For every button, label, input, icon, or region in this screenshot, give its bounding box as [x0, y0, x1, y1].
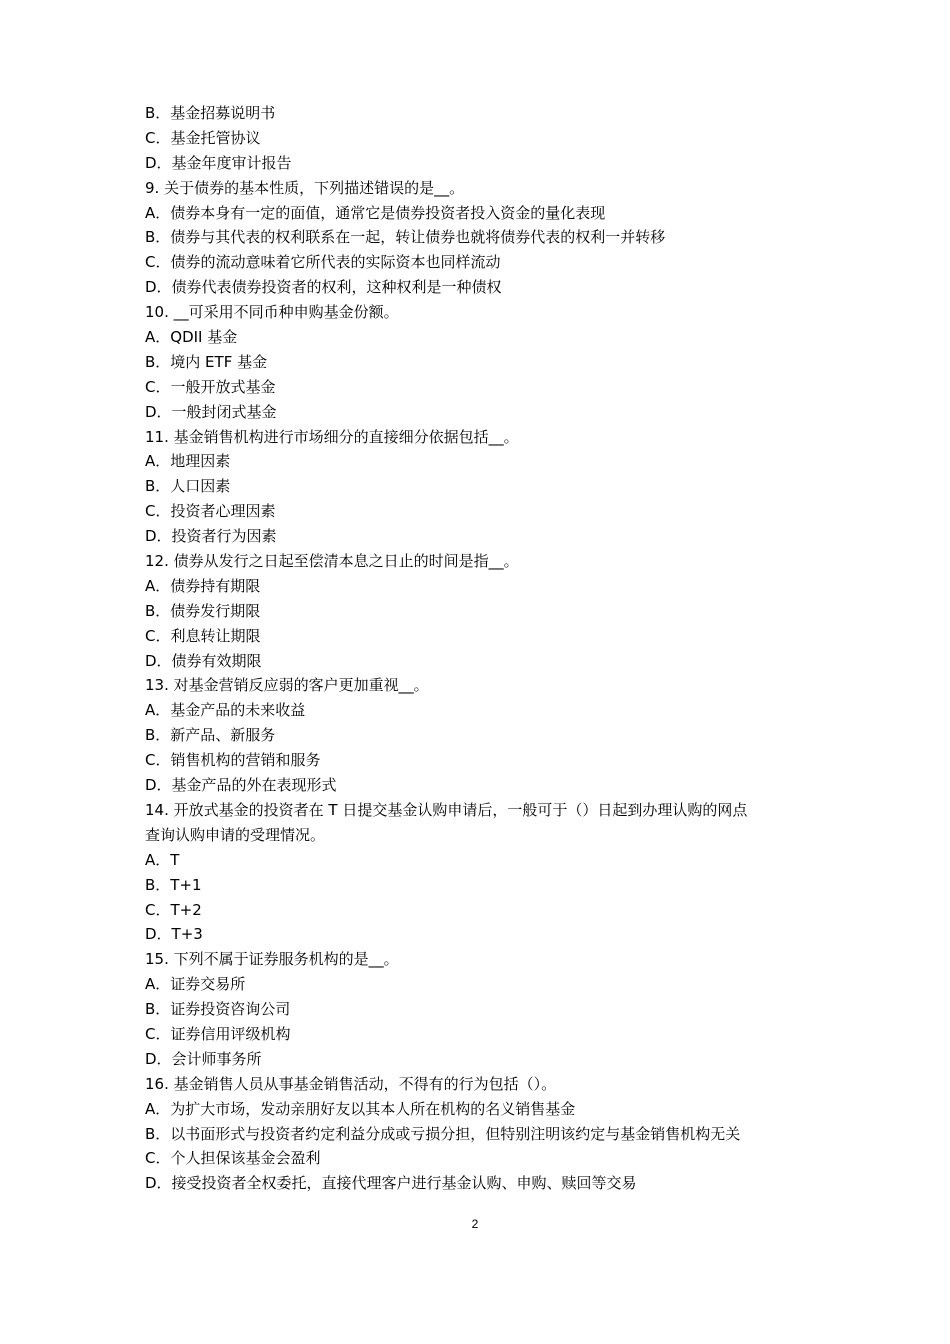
option-line: D．债券代表债券投资者的权利，这种权利是一种债权: [145, 278, 502, 297]
option-line: B．基金招募说明书: [145, 104, 276, 122]
question-list: [145, 101, 825, 1196]
option-line: C．销售机构的营销和服务: [145, 751, 321, 770]
option-line: A．为扩大市场，发动亲朋好友以其本人所在机构的名义销售基金: [145, 1099, 576, 1118]
option-line: D．一般封闭式基金: [145, 402, 277, 421]
option-line: A．地理因素: [145, 452, 231, 471]
option-line: D．投资者行为因素: [145, 527, 277, 546]
option-line: D．接受投资者全权委托，直接代理客户进行基金认购、申购、赎回等交易: [145, 1174, 637, 1193]
option-line: A．T: [145, 850, 180, 869]
question-line: 11. 基金销售机构进行市场细分的直接细分依据包括__。: [145, 427, 519, 446]
option-line: D．债券有效期限: [145, 651, 262, 670]
option-line: B．人口因素: [145, 477, 231, 496]
option-line: D．T+3: [145, 925, 203, 944]
option-line: A．QDII 基金: [145, 328, 238, 347]
option-line: B．T+1: [145, 875, 202, 894]
question-line: 12. 债券从发行之日起至偿清本息之日止的时间是指__。: [145, 552, 519, 571]
option-line: A．证券交易所: [145, 975, 246, 994]
option-line: A．基金产品的未来收益: [145, 701, 306, 720]
option-line: B．境内 ETF 基金: [145, 352, 268, 371]
option-line: B．以书面形式与投资者约定利益分成或亏损分担，但特别注明该约定与基金销售机构无关: [145, 1124, 741, 1143]
option-line: C．投资者心理因素: [145, 502, 276, 521]
option-line: A．债券本身有一定的面值，通常它是债券投资者投入资金的量化表现: [145, 203, 606, 222]
question-line-continued: 查询认购申请的受理情况。: [145, 825, 326, 844]
page-number: 2: [471, 1217, 479, 1231]
option-line: C．个人担保该基金会盈利: [145, 1149, 321, 1168]
option-line: C．基金托管协议: [145, 128, 261, 147]
option-line: D．会计师事务所: [145, 1049, 262, 1068]
option-line: C．证券信用评级机构: [145, 1024, 291, 1043]
option-line: C．债券的流动意味着它所代表的实际资本也同样流动: [145, 253, 501, 272]
question-line: 16. 基金销售人员从事基金销售活动，不得有的行为包括（）。: [145, 1074, 557, 1093]
option-line: C．利息转让期限: [145, 626, 261, 645]
option-line: B．债券与其代表的权利联系在一起，转让债券也就将债券代表的权利一并转移: [145, 228, 666, 247]
question-line: 15. 下列不属于证券服务机构的是__。: [145, 950, 399, 969]
option-line: B．新产品、新服务: [145, 726, 276, 745]
question-line: 10. __可采用不同币种申购基金份额。: [145, 303, 399, 322]
option-line: A．债券持有期限: [145, 576, 261, 595]
option-line: D．基金产品的外在表现形式: [145, 776, 337, 795]
option-line: B．债券发行期限: [145, 601, 261, 620]
option-line: B．证券投资咨询公司: [145, 1000, 291, 1019]
question-line: 9. 关于债券的基本性质，下列描述错误的是__。: [145, 178, 465, 197]
question-line: 14. 开放式基金的投资者在 T 日提交基金认购申请后，一般可于（）日起到办理认购的网点: [145, 800, 748, 819]
option-line: D．基金年度审计报告: [145, 153, 292, 172]
question-line: 13. 对基金营销反应弱的客户更加重视__。: [145, 676, 429, 695]
option-line: C．T+2: [145, 900, 202, 919]
option-line: C．一般开放式基金: [145, 377, 276, 396]
